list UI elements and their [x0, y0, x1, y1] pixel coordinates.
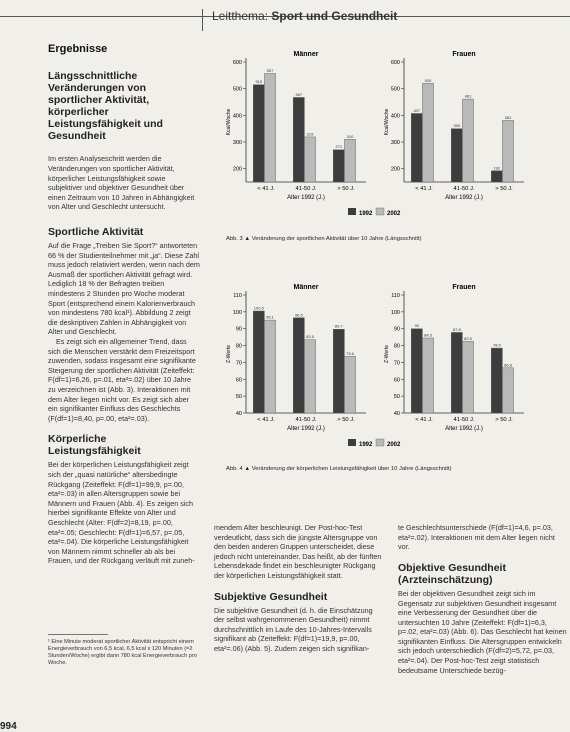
data-label: 520	[424, 77, 432, 83]
legend-label-2002: 2002	[387, 442, 401, 448]
bar-2002	[462, 341, 473, 413]
x-axis-label: Alter 1992 (J.)	[445, 426, 483, 432]
legend-swatch-1992	[348, 439, 356, 446]
bar-1992	[411, 329, 422, 413]
data-label: 78.5	[492, 342, 501, 348]
chart-fitness-men	[226, 284, 366, 432]
y-tick-label: 80	[393, 343, 400, 350]
footnote: ¹ Eine Minute moderat sportlicher Aktivität entspricht einem Energieverbrauch von 6,5 kcal, 6,5 kcal x 120 Minuten (=2 Stunden/Woche) ergibt dann 780 kcal Energieverbrauch pro Woche.	[48, 639, 197, 666]
data-label: 90	[414, 323, 420, 329]
fitness-paragraph: Bei der körperlichen Leistungsfähigkeit zeigt sich der „quasi natürliche“ altersbedingte Rückgang (Zeiteffekt: F(df=1)=99,9, p=.00, eta²=.03) in allen Altersgruppen sowie bei Männern und Frauen (Abb. 4). Es zeigen sich hierbei signifikante Effekte von Alter und Geschlecht (Alter: F(df=2)=8,19, p=.00, eta²=.05; Geschlecht: F(df=1)=6,57, p=.05, eta²=.04). Die körperliche Leistungsfähigkeit von Männern nimmt schneller ab als bei Frauen, und der Rückgang verläuft mit zuneh-	[48, 460, 195, 566]
legend-label-1992: 1992	[359, 211, 373, 217]
objective-health-heading: Objektive Gesundheit (Arzteinschätzung)	[398, 561, 506, 586]
header-lead: Leitthema:	[212, 9, 269, 23]
data-label: 73.6	[346, 350, 354, 356]
data-label: 461	[464, 93, 472, 99]
x-tick-label: < 41 J.	[415, 186, 433, 192]
y-tick-label: 500	[390, 86, 400, 93]
data-label: 319	[306, 131, 314, 137]
x-axis-label: Alter 1992 (J.)	[287, 195, 325, 201]
data-label: 557	[266, 67, 274, 73]
data-label: 407	[413, 107, 421, 113]
x-tick-label: 41-50 J.	[453, 417, 475, 423]
intro-paragraph: Im ersten Analyseschritt werden die Veränderungen von sportlicher Aktivität, körperlicher Leistungsfähigkeit sowie subjektiver und objektiver Gesundheit über einen Zeitraum von 10 Jahren in Abhängigkeit von Alter und Geschlecht untersucht.	[48, 154, 195, 212]
footnote-rule	[48, 634, 108, 635]
y-axis-label: Z-Werte	[226, 345, 232, 363]
y-tick-label: 70	[393, 360, 400, 367]
data-label: 310	[346, 133, 354, 139]
legend-label-1992: 1992	[359, 442, 373, 448]
bar-2002	[304, 137, 315, 182]
data-label: 381	[504, 114, 512, 120]
x-tick-label: > 50 J.	[495, 417, 513, 423]
bar-2002	[422, 83, 433, 182]
bar-2002	[264, 320, 275, 413]
bar-2002	[264, 73, 275, 182]
x-axis-label: Alter 1992 (J.)	[287, 426, 325, 432]
y-tick-label: 100	[232, 309, 242, 316]
data-label: 89.7	[334, 323, 343, 329]
y-tick-label: 40	[235, 411, 242, 417]
y-tick-label: 70	[235, 360, 242, 367]
bar-1992	[491, 348, 502, 413]
header-divider	[202, 9, 203, 31]
x-tick-label: 41-50 J.	[453, 186, 475, 192]
y-tick-label: 60	[393, 377, 400, 384]
x-tick-label: < 41 J.	[257, 186, 275, 192]
chart-title: Männer	[293, 51, 319, 58]
data-label: 467	[295, 91, 303, 97]
longitudinal-subheading: Längsschnittliche Veränderungen von sportlicher Aktivität, körperlicher Leistungsfähigkeit und Gesundheit	[48, 70, 163, 143]
data-label: 83.5	[306, 334, 314, 340]
y-tick-label: 200	[390, 166, 400, 173]
data-label: 192	[493, 165, 501, 171]
x-tick-label: < 41 J.	[257, 417, 275, 423]
chart-sport-women	[384, 51, 524, 201]
legend-swatch-2002	[376, 208, 384, 215]
y-tick-label: 40	[393, 411, 400, 417]
data-label: 100.5	[253, 305, 264, 311]
right-column	[398, 523, 568, 675]
figure-3-caption: Abb. 3 ▲ Veränderung der sportlichen Aktivität über 10 Jahre (Längsschnitt)	[226, 236, 422, 242]
y-tick-label: 80	[235, 343, 242, 350]
y-tick-label: 400	[232, 113, 242, 120]
chart-title: Frauen	[452, 284, 476, 291]
x-tick-label: > 50 J.	[337, 417, 355, 423]
header-topic: Sport und Gesundheit	[271, 9, 398, 23]
sport-activity-paragraph-1: Auf die Frage „Treiben Sie Sport?“ antworteten 66 % der Studienteilnehmer mit „ja“. Diese Zahl muss jedoch relativiert werden, wenn nach dem Ausmaß der sportlichen Aktivität gefragt wird. Lediglich 18 % der Befragten treiben mindestens 2 Stunden pro Woche moderat Sport (entsprechend einem Kalorienverbrauch von mindestens 780 kcal¹). Abbildung 2 zeigt die deskriptiven Zahlen in Abhängigkeit von Alter und Geschlecht.	[48, 241, 200, 337]
x-tick-label: < 41 J.	[415, 417, 433, 423]
bar-1992	[491, 171, 502, 182]
y-tick-label: 200	[232, 166, 242, 173]
bar-2002	[502, 120, 513, 182]
legend-swatch-2002	[376, 439, 384, 446]
y-tick-label: 400	[390, 113, 400, 120]
running-header	[212, 9, 397, 23]
x-tick-label: 41-50 J.	[295, 417, 317, 423]
legend-label-2002: 2002	[387, 211, 401, 217]
data-label: 87.8	[452, 326, 461, 332]
bar-1992	[293, 318, 304, 413]
chart-sport-men	[226, 51, 366, 201]
figure-3	[226, 40, 570, 240]
bar-2002	[304, 340, 315, 413]
bar-1992	[451, 332, 462, 413]
y-tick-label: 90	[393, 326, 400, 333]
fitness-heading: Körperliche Leistungsfähigkeit	[48, 433, 141, 458]
data-label: 96.5	[294, 312, 303, 318]
y-tick-label: 110	[233, 293, 242, 299]
chart-title: Männer	[293, 284, 319, 291]
bar-1992	[253, 311, 264, 413]
data-label: 271	[335, 144, 343, 150]
y-tick-label: 300	[390, 140, 400, 146]
bar-1992	[253, 85, 264, 182]
subjective-health-paragraph-continued: te Geschlechtsunterschiede (F(df=1)=4,6, p=.03, eta²=.02). Interaktionen mit dem Alter liegen nicht vor.	[398, 523, 555, 552]
y-axis-label: Kcal/Woche	[384, 108, 390, 136]
chart-fitness-women	[384, 284, 524, 432]
y-tick-label: 60	[235, 377, 242, 384]
results-heading: Ergebnisse	[48, 43, 108, 55]
bar-2002	[422, 338, 433, 413]
objective-health-paragraph: Bei der objektiven Gesundheit zeigt sich im Gegensatz zur subjektiven Gesundheit insgesamt eine Verbesserung der Gesundheit über die untersuchten 10 Jahre (Zeiteffekt: F(df=1)=6,3, p=.02, eta²=.03) (Abb. 6). Das Geschlecht hat keinen signifikanten Einfluss. Die Altersgruppen entwickeln sich jedoch unterschiedlich (F(df=2)=5,72, p=.03, eta²=.04). Der Post-hoc-Test zeigt statistisch bedeutsame Unterschiede bezüg-	[398, 588, 567, 675]
figure-4	[226, 281, 570, 481]
y-axis-label: Kcal/Woche	[226, 108, 232, 136]
x-tick-label: 41-50 J.	[295, 186, 317, 192]
data-label: 515	[255, 79, 263, 85]
y-tick-label: 90	[235, 326, 242, 333]
bar-2002	[344, 139, 355, 182]
y-tick-label: 600	[390, 60, 400, 66]
page-number: 994	[0, 721, 17, 732]
bar-2002	[462, 99, 473, 182]
y-tick-label: 300	[232, 140, 242, 146]
y-tick-label: 100	[390, 309, 400, 316]
y-tick-label: 50	[393, 394, 400, 401]
y-tick-label: 110	[391, 293, 400, 299]
data-label: 66.8	[504, 362, 512, 368]
bar-2002	[344, 356, 355, 413]
y-tick-label: 600	[232, 60, 242, 66]
legend-fig3	[348, 208, 401, 217]
chart-title: Frauen	[452, 51, 476, 58]
x-axis-label: Alter 1992 (J.)	[445, 195, 483, 201]
bar-1992	[293, 97, 304, 182]
y-tick-label: 500	[232, 86, 242, 93]
data-label: 95.1	[266, 314, 274, 320]
bar-1992	[333, 329, 344, 413]
sport-activity-paragraph-2: Es zeigt sich ein allgemeiner Trend, dass sich die Menschen verstärkt dem Freizeitsport zuwenden, sodass insgesamt eine signifikante Steigerung der sportlichen Aktivität (Zeiteffekt: F(df=1)=6,26, p=.01, eta²=.02) über 10 Jahre zu verzeichnen ist (Abb. 3). Interaktionen mit dem Alter liegen nicht vor. Es zeigt sich aber ein signifikanter Einfluss des Geschlechts (F(df=1)=8,40, p=.00, eta²=.03).	[48, 336, 196, 423]
y-axis-label: Z-Werte	[384, 345, 390, 363]
bar-2002	[502, 368, 513, 413]
bar-1992	[411, 113, 422, 182]
x-tick-label: > 50 J.	[337, 186, 355, 192]
legend-fig4	[348, 439, 401, 448]
left-column	[48, 43, 200, 566]
middle-column	[214, 523, 382, 654]
subjective-health-paragraph: Die subjektive Gesundheit (d. h. die Einschätzung der selbst wahrgenommenen Gesundheit) nimmt durchschnittlich im Laufe des 10-Jahres-Intervalls signifikant ab (Zeiteffekt: F(df=1)=19,9, p=.00, eta²=.06) (Abb. 5). Zudem zeigen sich signifikan-	[214, 605, 373, 653]
subjective-health-heading: Subjektive Gesundheit	[214, 590, 328, 603]
data-label: 350	[453, 123, 461, 129]
x-tick-label: > 50 J.	[495, 186, 513, 192]
y-tick-label: 50	[235, 394, 242, 401]
bar-1992	[451, 129, 462, 182]
bar-1992	[333, 150, 344, 182]
sport-activity-heading: Sportliche Aktivität	[48, 225, 144, 238]
data-label: 84.5	[424, 332, 432, 338]
figure-4-caption: Abb. 4 ▲ Veränderung der körperlichen Leistungsfähigkeit über 10 Jahre (Längsschnitt)	[226, 466, 452, 472]
fitness-paragraph-continued: mendem Alter beschleunigt. Der Post-hoc-Test verdeutlicht, dass sich die jüngste Altersgruppe von den beiden anderen Gruppen unterscheidet, diese jedoch nicht untereinander. Das heißt, ab der fünften Lebensdekade findet ein beschleunigter Rückgang der körperlichen Leistungsfähigkeit statt.	[214, 523, 382, 580]
legend-swatch-1992	[348, 208, 356, 215]
data-label: 82.5	[464, 335, 472, 341]
